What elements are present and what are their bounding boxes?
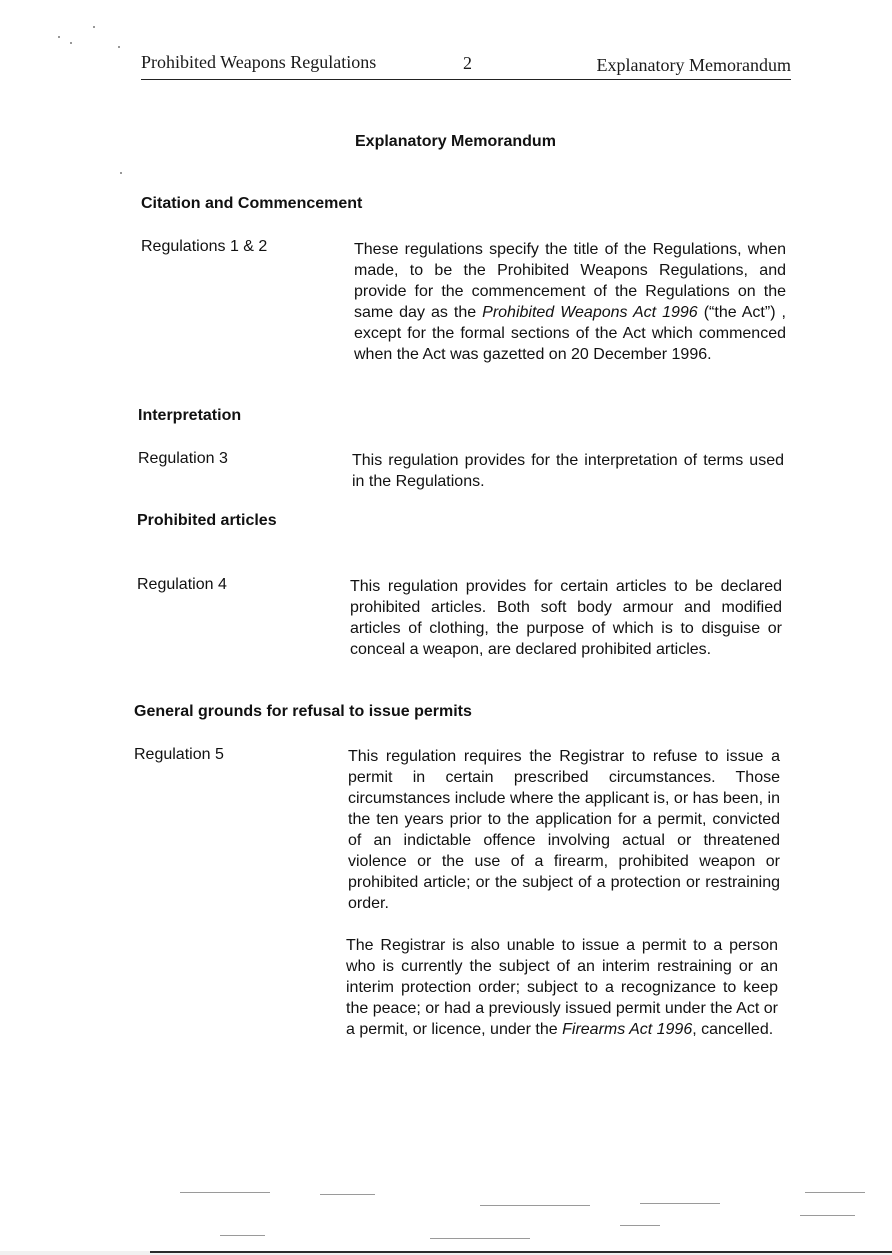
- paragraph-refusal-1: This regulation requires the Registrar to refuse to issue a permit in certain prescribed circumstances. Those circumstances include where the applicant is, or has been, in the ten years prior to the application for a permit, convicted of an indictable offence involving actual or threatened violence or the use of a firearm, prohibited weapon or prohibited article; or the subject of a protection or restraining order.: [348, 748, 780, 912]
- header-section-title: Explanatory Memorandum: [596, 55, 791, 75]
- scan-edge-line: [150, 1251, 892, 1253]
- scan-speck: [320, 1194, 375, 1195]
- header-rule: [141, 79, 791, 80]
- heading-interpretation: Interpretation: [138, 407, 242, 424]
- paragraph-refusal-2-text: The Registrar is also unable to issue a permit to a person who is currently the subject of an interim restraining or an interim protection order; subject to a recognizance to keep the peace; or had a previously issued permit under the Act or a permit, or licence, under the: [346, 937, 778, 1038]
- act-title-italic: Prohibited Weapons Act 1996: [482, 304, 698, 321]
- heading-citation: Citation and Commencement: [141, 195, 363, 212]
- paragraph-refusal-2: [346, 935, 778, 1040]
- scan-speck: [93, 26, 95, 28]
- scan-speck: [620, 1225, 660, 1226]
- label-regulations-1-2: Regulations 1 & 2: [141, 238, 268, 255]
- header-page-number: 2: [463, 53, 472, 73]
- paragraph-prohibited-articles: This regulation provides for certain articles to be declared prohibited articles. Both soft body armour and modified articles of clothing, the purpose of which is to disguise or conceal a weapon, are declared prohibited articles.: [350, 578, 782, 658]
- scan-speck: [180, 1192, 270, 1193]
- page-title: Explanatory Memorandum: [355, 133, 556, 150]
- scan-speck: [220, 1235, 265, 1236]
- header-document-title: Prohibited Weapons Regulations: [141, 52, 377, 72]
- scan-speck: [118, 46, 120, 48]
- label-regulation-5: Regulation 5: [134, 746, 224, 763]
- scan-speck: [58, 36, 60, 38]
- page-header: [141, 52, 791, 78]
- paragraph-interpretation: This regulation provides for the interpretation of terms used in the Regulations.: [352, 452, 784, 490]
- heading-prohibited-articles: Prohibited articles: [137, 512, 277, 529]
- label-regulation-3: Regulation 3: [138, 450, 228, 467]
- heading-refusal: General grounds for refusal to issue permits: [134, 703, 472, 720]
- scan-speck: [480, 1205, 590, 1206]
- paragraph-citation-text: These regulations specify the title of the Regulations, when made, to be the Prohibited Weapons Regulations, and provide for the commencement of the Regulations on the same day as the: [354, 241, 786, 321]
- scan-speck: [120, 172, 122, 174]
- paragraph-citation: [354, 239, 786, 365]
- scan-speck: [430, 1238, 530, 1239]
- scan-speck: [800, 1215, 855, 1216]
- paragraph-refusal-2-text-end: , cancelled.: [692, 1021, 774, 1038]
- firearms-act-italic: Firearms Act 1996: [562, 1021, 693, 1038]
- label-regulation-4: Regulation 4: [137, 576, 227, 593]
- paragraph-citation-text-end: (“the Act”) , except for the formal sections of the Act which commenced when the Act was gazetted on 20 December 1996.: [354, 304, 787, 363]
- scan-speck: [70, 42, 72, 44]
- scan-speck: [805, 1192, 865, 1193]
- scan-speck: [640, 1203, 720, 1204]
